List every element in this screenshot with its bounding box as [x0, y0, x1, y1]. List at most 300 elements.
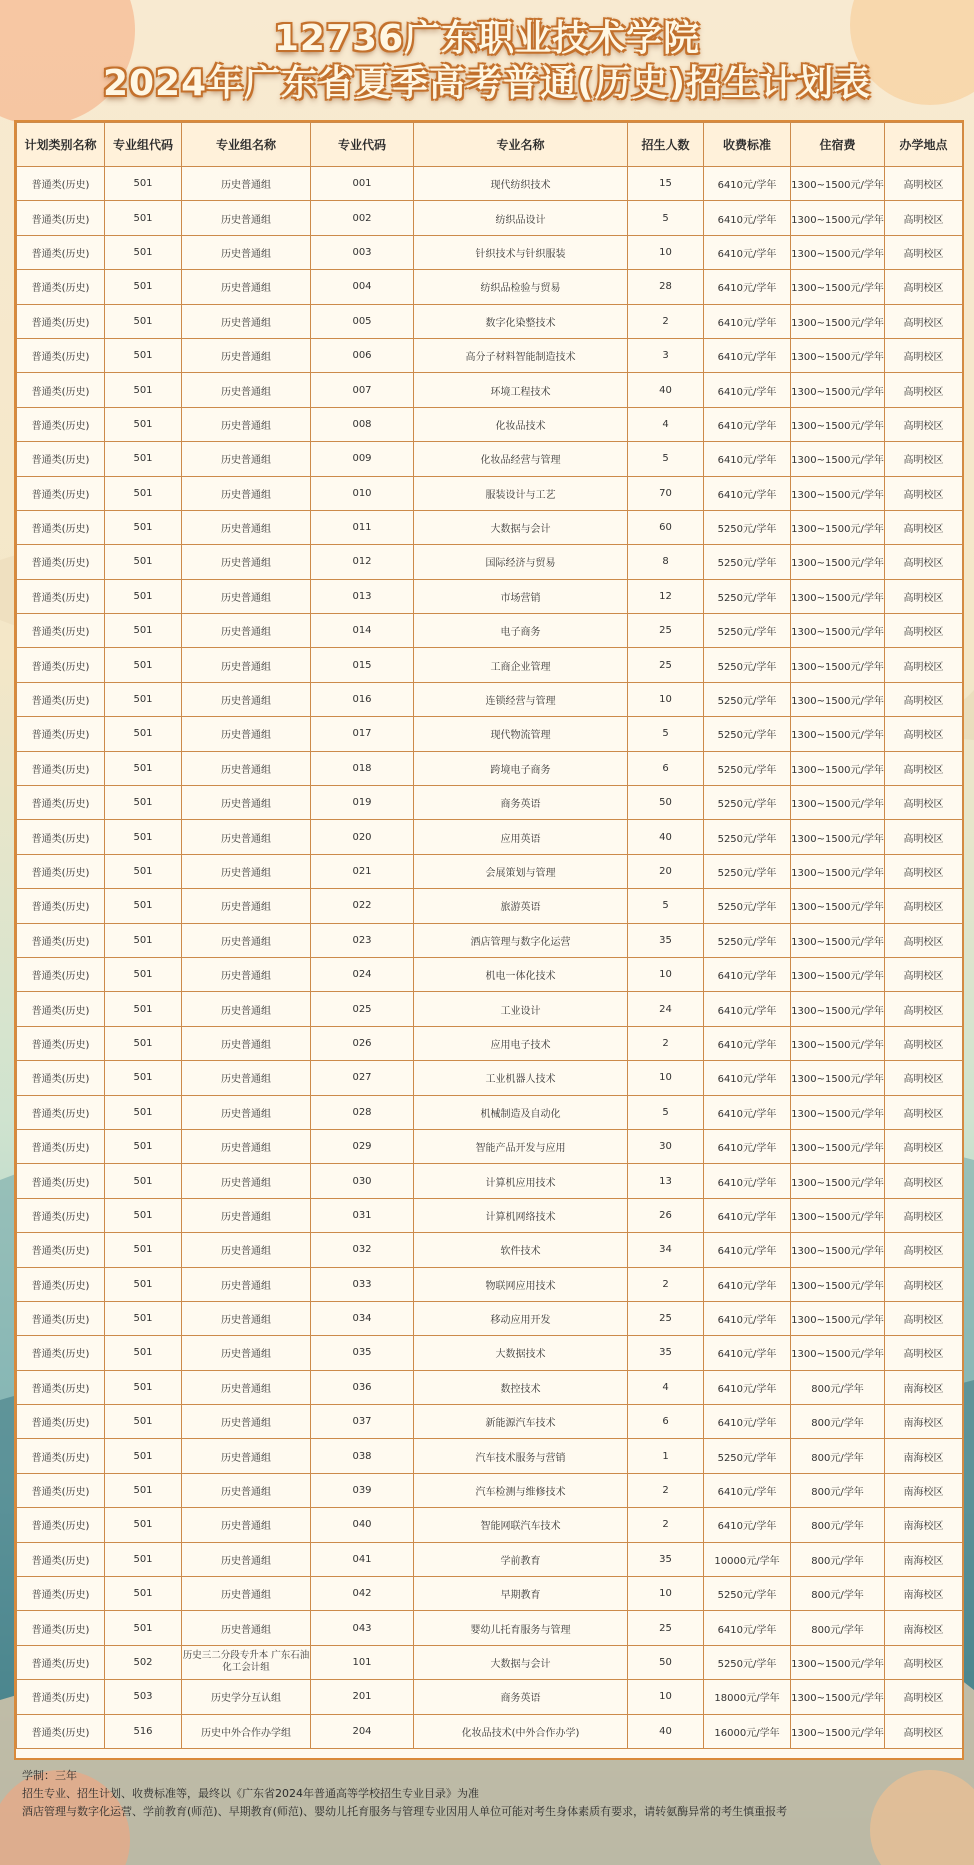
plan-category-cell: 普通类(历史) [17, 1611, 105, 1645]
table-row [17, 614, 963, 648]
plan-category-cell: 普通类(历史) [17, 235, 105, 269]
plan-category-cell: 普通类(历史) [17, 1577, 105, 1611]
group-code-cell: 501 [105, 167, 182, 201]
major-name-cell: 现代物流管理 [414, 717, 628, 751]
campus-cell: 高明校区 [885, 1198, 963, 1232]
group-code-cell: 501 [105, 1473, 182, 1507]
group-name-cell: 历史普通组 [182, 407, 311, 441]
campus-cell: 高明校区 [885, 1336, 963, 1370]
tuition-cell: 6410元/学年 [704, 407, 791, 441]
campus-cell: 高明校区 [885, 1267, 963, 1301]
dorm-fee-cell: 1300~1500元/学年 [791, 304, 885, 338]
group-code-cell: 501 [105, 786, 182, 820]
enrollment-count-cell: 25 [628, 1611, 704, 1645]
major-name-cell: 纺织品设计 [414, 201, 628, 235]
tuition-cell: 5250元/学年 [704, 717, 791, 751]
major-name-cell: 会展策划与管理 [414, 854, 628, 888]
enrollment-count-cell: 6 [628, 751, 704, 785]
major-name-cell: 商务英语 [414, 1680, 628, 1714]
plan-category-cell: 普通类(历史) [17, 1198, 105, 1232]
tuition-cell: 6410元/学年 [704, 338, 791, 372]
dorm-fee-cell: 1300~1500元/学年 [791, 235, 885, 269]
group-code-cell: 501 [105, 476, 182, 510]
table-row [17, 510, 963, 544]
major-code-cell: 005 [311, 304, 414, 338]
plan-category-cell: 普通类(历史) [17, 1301, 105, 1335]
group-code-cell: 501 [105, 682, 182, 716]
campus-cell: 高明校区 [885, 682, 963, 716]
plan-category-cell: 普通类(历史) [17, 1542, 105, 1576]
group-code-cell: 501 [105, 304, 182, 338]
group-name-cell: 历史普通组 [182, 338, 311, 372]
plan-category-cell: 普通类(历史) [17, 1439, 105, 1473]
enrollment-plan-table [16, 122, 963, 1749]
campus-cell: 南海校区 [885, 1577, 963, 1611]
group-code-cell: 501 [105, 235, 182, 269]
major-code-header: 专业代码 [311, 123, 414, 167]
major-code-cell: 035 [311, 1336, 414, 1370]
enrollment-count-cell: 5 [628, 201, 704, 235]
plan-category-cell: 普通类(历史) [17, 1026, 105, 1060]
table-row [17, 1405, 963, 1439]
tuition-cell: 6410元/学年 [704, 201, 791, 235]
plan-category-cell: 普通类(历史) [17, 338, 105, 372]
major-code-cell: 025 [311, 992, 414, 1026]
enrollment-count-cell: 10 [628, 1061, 704, 1095]
dorm-fee-cell: 800元/学年 [791, 1611, 885, 1645]
group-code-cell: 501 [105, 1577, 182, 1611]
enrollment-count-cell: 35 [628, 1336, 704, 1370]
table-row [17, 545, 963, 579]
table-row [17, 1061, 963, 1095]
campus-cell: 南海校区 [885, 1508, 963, 1542]
dorm-fee-cell: 1300~1500元/学年 [791, 1061, 885, 1095]
group-code-cell: 501 [105, 1370, 182, 1404]
table-row [17, 992, 963, 1026]
table-row [17, 717, 963, 751]
group-code-cell: 501 [105, 1336, 182, 1370]
campus-cell: 高明校区 [885, 854, 963, 888]
group-name-cell: 历史普通组 [182, 992, 311, 1026]
major-code-cell: 043 [311, 1611, 414, 1645]
enrollment-count-cell: 15 [628, 167, 704, 201]
table-row [17, 235, 963, 269]
plan-category-cell: 普通类(历史) [17, 1405, 105, 1439]
major-name-cell: 大数据技术 [414, 1336, 628, 1370]
enrollment-count-cell: 35 [628, 923, 704, 957]
table-row [17, 889, 963, 923]
group-code-cell: 501 [105, 338, 182, 372]
major-name-cell: 化妆品技术 [414, 407, 628, 441]
dorm-fee-cell: 1300~1500元/学年 [791, 682, 885, 716]
campus-cell: 南海校区 [885, 1542, 963, 1576]
group-name-cell: 历史普通组 [182, 1198, 311, 1232]
table-row [17, 1473, 963, 1507]
major-name-cell: 新能源汽车技术 [414, 1405, 628, 1439]
campus-cell: 南海校区 [885, 1439, 963, 1473]
group-name-cell: 历史普通组 [182, 1267, 311, 1301]
enrollment-count-cell: 30 [628, 1129, 704, 1163]
dorm-fee-cell: 1300~1500元/学年 [791, 338, 885, 372]
enrollment-count-cell: 3 [628, 338, 704, 372]
plan-category-cell: 普通类(历史) [17, 957, 105, 991]
dorm-fee-cell: 1300~1500元/学年 [791, 407, 885, 441]
group-code-cell: 501 [105, 373, 182, 407]
table-row [17, 1577, 963, 1611]
major-name-cell: 机械制造及自动化 [414, 1095, 628, 1129]
dorm-fee-cell: 1300~1500元/学年 [791, 545, 885, 579]
tuition-cell: 6410元/学年 [704, 1026, 791, 1060]
tuition-cell: 6410元/学年 [704, 1164, 791, 1198]
tuition-cell: 5250元/学年 [704, 786, 791, 820]
group-name-cell: 历史普通组 [182, 579, 311, 613]
campus-cell: 高明校区 [885, 614, 963, 648]
enrollment-count-cell: 13 [628, 1164, 704, 1198]
dorm-fee-cell: 1300~1500元/学年 [791, 442, 885, 476]
table-row [17, 1026, 963, 1060]
group-name-cell: 历史普通组 [182, 201, 311, 235]
major-code-cell: 012 [311, 545, 414, 579]
major-code-cell: 019 [311, 786, 414, 820]
tuition-cell: 6410元/学年 [704, 1061, 791, 1095]
major-name-cell: 现代纺织技术 [414, 167, 628, 201]
dorm-fee-cell: 1300~1500元/学年 [791, 854, 885, 888]
group-code-cell: 501 [105, 1508, 182, 1542]
dorm-fee-cell: 1300~1500元/学年 [791, 1164, 885, 1198]
major-code-cell: 007 [311, 373, 414, 407]
enrollment-count-cell: 6 [628, 1405, 704, 1439]
dorm-fee-cell: 800元/学年 [791, 1542, 885, 1576]
major-code-cell: 032 [311, 1233, 414, 1267]
group-code-cell: 501 [105, 1439, 182, 1473]
major-name-cell: 软件技术 [414, 1233, 628, 1267]
major-code-cell: 031 [311, 1198, 414, 1232]
plan-category-header: 计划类别名称 [17, 123, 105, 167]
tuition-cell: 6410元/学年 [704, 1370, 791, 1404]
campus-cell: 高明校区 [885, 992, 963, 1026]
major-name-cell: 应用电子技术 [414, 1026, 628, 1060]
dorm-fee-cell: 1300~1500元/学年 [791, 1129, 885, 1163]
dorm-fee-cell: 1300~1500元/学年 [791, 1680, 885, 1714]
dorm-fee-cell: 800元/学年 [791, 1577, 885, 1611]
major-code-cell: 024 [311, 957, 414, 991]
campus-cell: 高明校区 [885, 442, 963, 476]
enrollment-count-cell: 25 [628, 1301, 704, 1335]
campus-cell: 高明校区 [885, 270, 963, 304]
dorm-fee-cell: 1300~1500元/学年 [791, 373, 885, 407]
tuition-cell: 6410元/学年 [704, 1129, 791, 1163]
group-code-cell: 501 [105, 1301, 182, 1335]
group-code-cell: 501 [105, 1095, 182, 1129]
campus-cell: 高明校区 [885, 1714, 963, 1748]
dorm-fee-cell: 1300~1500元/学年 [791, 923, 885, 957]
major-name-cell: 机电一体化技术 [414, 957, 628, 991]
group-code-cell: 501 [105, 270, 182, 304]
group-code-cell: 501 [105, 614, 182, 648]
major-name-cell: 高分子材料智能制造技术 [414, 338, 628, 372]
major-name-cell: 化妆品经营与管理 [414, 442, 628, 476]
group-code-cell: 501 [105, 1267, 182, 1301]
tuition-cell: 6410元/学年 [704, 476, 791, 510]
campus-cell: 高明校区 [885, 1095, 963, 1129]
group-name-cell: 历史普通组 [182, 1301, 311, 1335]
major-code-cell: 039 [311, 1473, 414, 1507]
group-name-cell: 历史普通组 [182, 682, 311, 716]
group-name-cell: 历史普通组 [182, 1061, 311, 1095]
group-code-cell: 501 [105, 1233, 182, 1267]
group-code-header: 专业组代码 [105, 123, 182, 167]
plan-category-cell: 普通类(历史) [17, 1336, 105, 1370]
major-code-cell: 016 [311, 682, 414, 716]
group-code-cell: 501 [105, 717, 182, 751]
dorm-fee-cell: 1300~1500元/学年 [791, 751, 885, 785]
plan-category-cell: 普通类(历史) [17, 889, 105, 923]
group-name-cell: 历史普通组 [182, 1336, 311, 1370]
group-name-cell: 历史普通组 [182, 304, 311, 338]
dorm-fee-cell: 1300~1500元/学年 [791, 648, 885, 682]
campus-cell: 高明校区 [885, 923, 963, 957]
major-code-cell: 028 [311, 1095, 414, 1129]
campus-cell: 南海校区 [885, 1611, 963, 1645]
group-code-cell: 501 [105, 1611, 182, 1645]
major-code-cell: 002 [311, 201, 414, 235]
campus-cell: 高明校区 [885, 1680, 963, 1714]
enrollment-count-cell: 24 [628, 992, 704, 1026]
dorm-fee-cell: 1300~1500元/学年 [791, 1095, 885, 1129]
table-row [17, 923, 963, 957]
group-name-cell: 历史普通组 [182, 1129, 311, 1163]
major-name-cell: 学前教育 [414, 1542, 628, 1576]
group-code-cell: 501 [105, 1198, 182, 1232]
table-row [17, 1611, 963, 1645]
campus-cell: 高明校区 [885, 201, 963, 235]
campus-cell: 高明校区 [885, 717, 963, 751]
group-name-cell: 历史普通组 [182, 1095, 311, 1129]
tuition-cell: 6410元/学年 [704, 1405, 791, 1439]
table-row [17, 1508, 963, 1542]
plan-category-cell: 普通类(历史) [17, 1061, 105, 1095]
table-header-row [17, 123, 963, 167]
plan-category-cell: 普通类(历史) [17, 167, 105, 201]
major-code-cell: 010 [311, 476, 414, 510]
tuition-cell: 6410元/学年 [704, 957, 791, 991]
enrollment-count-header: 招生人数 [628, 123, 704, 167]
enrollment-count-cell: 2 [628, 304, 704, 338]
major-code-cell: 011 [311, 510, 414, 544]
group-name-cell: 历史普通组 [182, 476, 311, 510]
group-name-cell: 历史普通组 [182, 545, 311, 579]
enrollment-count-cell: 12 [628, 579, 704, 613]
major-code-cell: 034 [311, 1301, 414, 1335]
major-code-cell: 037 [311, 1405, 414, 1439]
table-row [17, 1267, 963, 1301]
major-code-cell: 001 [311, 167, 414, 201]
major-name-cell: 连锁经营与管理 [414, 682, 628, 716]
table-row [17, 167, 963, 201]
tuition-cell: 5250元/学年 [704, 648, 791, 682]
group-name-cell: 历史普通组 [182, 373, 311, 407]
group-name-cell: 历史普通组 [182, 235, 311, 269]
plan-category-cell: 普通类(历史) [17, 304, 105, 338]
plan-category-cell: 普通类(历史) [17, 682, 105, 716]
dorm-fee-cell: 800元/学年 [791, 1473, 885, 1507]
dorm-fee-cell: 1300~1500元/学年 [791, 510, 885, 544]
plan-category-cell: 普通类(历史) [17, 614, 105, 648]
table-row [17, 820, 963, 854]
major-name-cell: 化妆品技术(中外合作办学) [414, 1714, 628, 1748]
table-row [17, 1164, 963, 1198]
enrollment-count-cell: 25 [628, 648, 704, 682]
table-row [17, 579, 963, 613]
major-code-cell: 036 [311, 1370, 414, 1404]
plan-category-cell: 普通类(历史) [17, 1714, 105, 1748]
enrollment-count-cell: 35 [628, 1542, 704, 1576]
dorm-fee-cell: 1300~1500元/学年 [791, 820, 885, 854]
major-name-cell: 纺织品检验与贸易 [414, 270, 628, 304]
table-row [17, 373, 963, 407]
campus-cell: 高明校区 [885, 167, 963, 201]
campus-cell: 高明校区 [885, 648, 963, 682]
major-code-cell: 004 [311, 270, 414, 304]
major-code-cell: 003 [311, 235, 414, 269]
campus-cell: 高明校区 [885, 476, 963, 510]
tuition-cell: 6410元/学年 [704, 1473, 791, 1507]
enrollment-count-cell: 26 [628, 1198, 704, 1232]
enrollment-count-cell: 50 [628, 786, 704, 820]
plan-category-cell: 普通类(历史) [17, 476, 105, 510]
plan-category-cell: 普通类(历史) [17, 1508, 105, 1542]
tuition-cell: 6410元/学年 [704, 1198, 791, 1232]
group-code-cell: 501 [105, 1026, 182, 1060]
tuition-cell: 6410元/学年 [704, 270, 791, 304]
major-name-cell: 大数据与会计 [414, 510, 628, 544]
tuition-cell: 5250元/学年 [704, 923, 791, 957]
tuition-cell: 6410元/学年 [704, 1301, 791, 1335]
campus-cell: 高明校区 [885, 1301, 963, 1335]
table-row [17, 648, 963, 682]
tuition-cell: 6410元/学年 [704, 1508, 791, 1542]
table-row [17, 1129, 963, 1163]
dorm-fee-cell: 1300~1500元/学年 [791, 717, 885, 751]
major-code-cell: 204 [311, 1714, 414, 1748]
enrollment-count-cell: 4 [628, 1370, 704, 1404]
enrollment-count-cell: 1 [628, 1439, 704, 1473]
plan-category-cell: 普通类(历史) [17, 717, 105, 751]
dorm-fee-cell: 800元/学年 [791, 1439, 885, 1473]
major-name-cell: 数控技术 [414, 1370, 628, 1404]
group-code-cell: 501 [105, 648, 182, 682]
table-row [17, 442, 963, 476]
tuition-cell: 6410元/学年 [704, 1095, 791, 1129]
tuition-cell: 6410元/学年 [704, 1267, 791, 1301]
major-name-cell: 早期教育 [414, 1577, 628, 1611]
enrollment-count-cell: 5 [628, 717, 704, 751]
major-code-cell: 014 [311, 614, 414, 648]
plan-category-cell: 普通类(历史) [17, 820, 105, 854]
group-code-cell: 501 [105, 579, 182, 613]
group-code-cell: 501 [105, 923, 182, 957]
group-name-cell: 历史普通组 [182, 717, 311, 751]
dorm-fee-cell: 800元/学年 [791, 1405, 885, 1439]
major-name-cell: 市场营销 [414, 579, 628, 613]
group-name-cell: 历史普通组 [182, 270, 311, 304]
table-row [17, 407, 963, 441]
group-code-cell: 501 [105, 1164, 182, 1198]
group-code-cell: 501 [105, 1129, 182, 1163]
tuition-cell: 6410元/学年 [704, 1611, 791, 1645]
table-row [17, 1233, 963, 1267]
campus-cell: 南海校区 [885, 1405, 963, 1439]
major-name-cell: 智能网联汽车技术 [414, 1508, 628, 1542]
major-code-cell: 018 [311, 751, 414, 785]
group-code-cell: 501 [105, 889, 182, 923]
enrollment-count-cell: 2 [628, 1267, 704, 1301]
table-row [17, 338, 963, 372]
table-row [17, 476, 963, 510]
dorm-fee-cell: 1300~1500元/学年 [791, 1336, 885, 1370]
plan-category-cell: 普通类(历史) [17, 1473, 105, 1507]
dorm-fee-cell: 1300~1500元/学年 [791, 201, 885, 235]
plan-category-cell: 普通类(历史) [17, 648, 105, 682]
campus-cell: 南海校区 [885, 1473, 963, 1507]
enrollment-count-cell: 2 [628, 1473, 704, 1507]
plan-category-cell: 普通类(历史) [17, 442, 105, 476]
group-code-cell: 501 [105, 1405, 182, 1439]
major-code-cell: 021 [311, 854, 414, 888]
group-name-cell: 历史三二分段专升本 广东石油化工会计组 [182, 1645, 311, 1679]
note-line: 酒店管理与数字化运营、学前教育(师范)、早期教育(师范)、婴幼儿托育服务与管理专业因用人单位可能对考生身体素质有要求，请转氨酶异常的考生慎重报考 [22, 1805, 788, 1818]
campus-cell: 高明校区 [885, 1645, 963, 1679]
table-row [17, 786, 963, 820]
table-row [17, 1301, 963, 1335]
campus-cell: 高明校区 [885, 338, 963, 372]
group-name-cell: 历史普通组 [182, 1026, 311, 1060]
major-name-cell: 计算机网络技术 [414, 1198, 628, 1232]
major-name-cell: 电子商务 [414, 614, 628, 648]
campus-cell: 高明校区 [885, 889, 963, 923]
group-name-header: 专业组名称 [182, 123, 311, 167]
group-code-cell: 501 [105, 1061, 182, 1095]
group-code-cell: 501 [105, 854, 182, 888]
tuition-cell: 5250元/学年 [704, 545, 791, 579]
major-name-cell: 智能产品开发与应用 [414, 1129, 628, 1163]
table-row [17, 1680, 963, 1714]
plan-category-cell: 普通类(历史) [17, 510, 105, 544]
campus-cell: 高明校区 [885, 373, 963, 407]
plan-category-cell: 普通类(历史) [17, 1164, 105, 1198]
tuition-cell: 5250元/学年 [704, 889, 791, 923]
enrollment-count-cell: 34 [628, 1233, 704, 1267]
group-code-cell: 501 [105, 992, 182, 1026]
group-code-cell: 501 [105, 201, 182, 235]
campus-cell: 高明校区 [885, 407, 963, 441]
major-code-cell: 022 [311, 889, 414, 923]
campus-header: 办学地点 [885, 123, 963, 167]
campus-cell: 高明校区 [885, 1164, 963, 1198]
note-line: 招生专业、招生计划、收费标准等，最终以《广东省2024年普通高等学校招生专业目录》为准 [22, 1787, 479, 1800]
dorm-fee-cell: 1300~1500元/学年 [791, 992, 885, 1026]
major-code-cell: 027 [311, 1061, 414, 1095]
group-name-cell: 历史普通组 [182, 751, 311, 785]
group-code-cell: 501 [105, 545, 182, 579]
group-name-cell: 历史普通组 [182, 1577, 311, 1611]
major-code-cell: 038 [311, 1439, 414, 1473]
tuition-cell: 5250元/学年 [704, 1439, 791, 1473]
group-name-cell: 历史普通组 [182, 1439, 311, 1473]
page-title-line2: 2024年广东省夏季高考普通(历史)招生计划表 [102, 63, 872, 104]
group-code-cell: 501 [105, 442, 182, 476]
campus-cell: 高明校区 [885, 235, 963, 269]
